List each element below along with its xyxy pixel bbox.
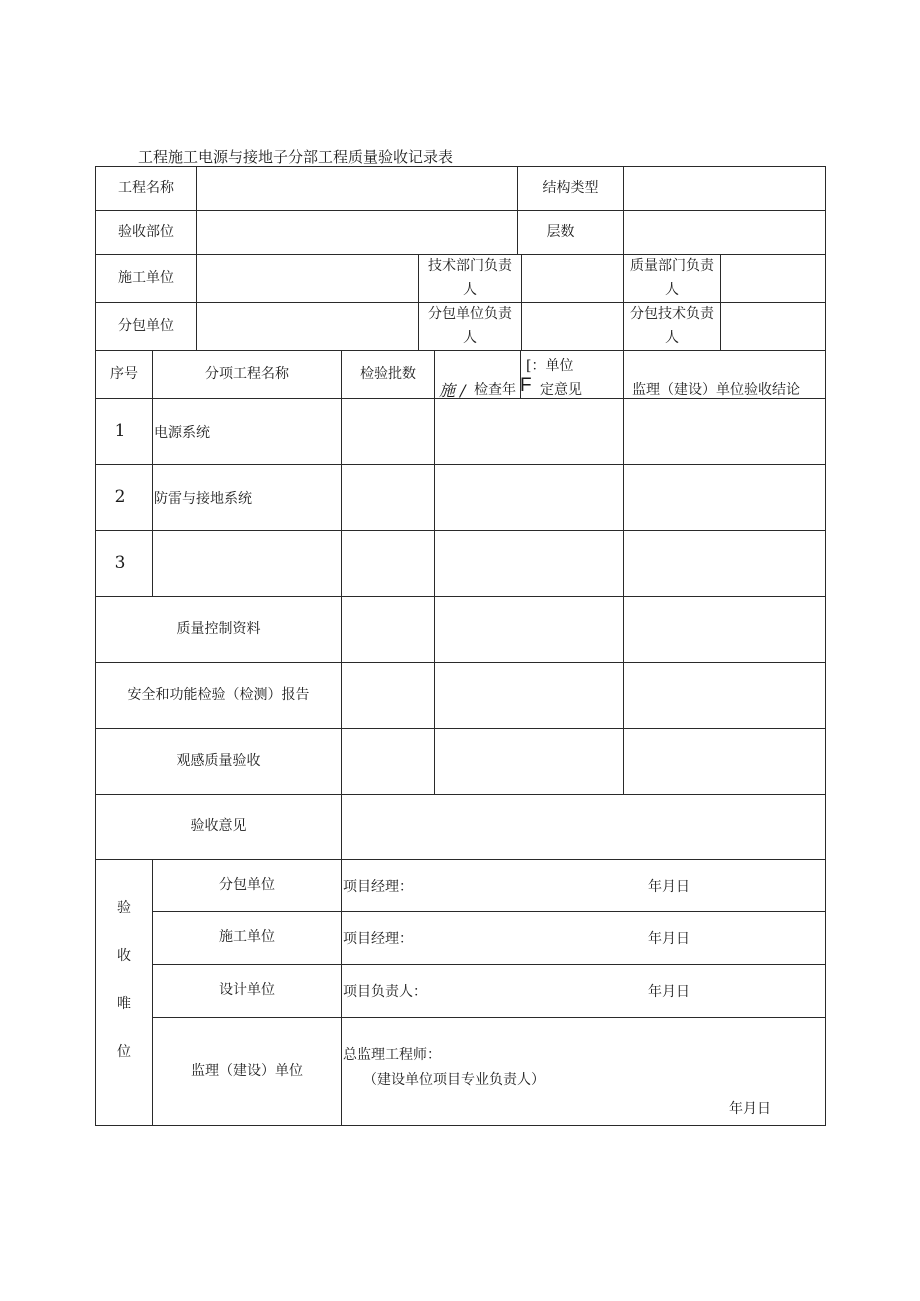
page-title: 工程施工电源与接地子分部工程质量验收记录表 [138, 148, 454, 166]
supervision-date: 年月日 [729, 1101, 771, 1117]
floors-label: 层数 [546, 223, 575, 240]
col-construction-check-bottom: 定意见 [540, 382, 582, 398]
subcontract-tech-head-value[interactable] [721, 303, 825, 350]
quality-control-label: 质量控制资料 [176, 620, 261, 637]
item-seq-1: 1 [114, 421, 126, 442]
acceptance-opinion-value[interactable] [342, 795, 825, 859]
safety-function-label: 安全和功能检验（检测）报告 [127, 686, 310, 703]
construction-signer: 项目经理： [343, 931, 413, 947]
construction-unit-label: 施工单位 [118, 269, 174, 286]
item-seq-3: 3 [114, 553, 126, 574]
project-name-label: 工程名称 [118, 179, 174, 196]
tech-dept-head-label: 技术部门负责 人 [428, 257, 512, 298]
structure-type-value[interactable] [624, 167, 825, 210]
construction-unit-row-label: 施工单位 [219, 929, 275, 946]
acceptance-part-label: 验收部位 [118, 223, 174, 240]
subcontract-unit-head-value[interactable] [522, 303, 623, 350]
col-construction-check-b: 检查年 [474, 382, 516, 398]
subcontract-unit-label: 分包单位 [118, 317, 174, 334]
subcontract-unit-head-label: 分包单位负责 人 [428, 305, 512, 346]
acceptance-opinion-label: 验收意见 [190, 818, 247, 835]
structure-type-label: 结构类型 [542, 179, 599, 196]
design-signer: 项目负责人： [343, 984, 427, 1000]
project-name-value[interactable] [197, 167, 517, 210]
acceptance-part-value[interactable] [197, 211, 517, 254]
tech-dept-head-value[interactable] [522, 255, 623, 302]
subcontract-date: 年月日 [648, 878, 690, 895]
subcontract-tech-head-label: 分包技术负责 人 [630, 305, 714, 346]
design-unit-row-label: 设计单位 [219, 982, 275, 999]
item-name-2: 防雷与接地系统 [154, 490, 252, 507]
item-name-3 [154, 531, 340, 596]
item-seq-2: 2 [114, 487, 126, 508]
col-construction-check-a: 施 / [439, 381, 466, 400]
design-date: 年月日 [648, 984, 690, 1000]
supervision-signer: 总监理工程师： [343, 1047, 441, 1063]
quality-dept-head-value[interactable] [721, 255, 825, 302]
appearance-quality-label: 观感质量验收 [176, 752, 261, 769]
item-name-1: 电源系统 [154, 424, 210, 441]
subcontract-signer: 项目经理： [343, 878, 413, 895]
construction-unit-value[interactable] [197, 255, 418, 302]
subcontract-unit-value[interactable] [197, 303, 418, 350]
supervision-unit-row-label: 监理（建设）单位 [191, 1062, 303, 1079]
subcontract-unit-row-label: 分包单位 [219, 876, 275, 893]
col-item-name: 分项工程名称 [205, 365, 289, 382]
col-supervision-conclusion: 监理（建设）单位验收结论 [632, 382, 800, 398]
col-construction-check-f: F [520, 375, 532, 396]
col-batch-count: 检验批数 [360, 365, 416, 382]
floors-value[interactable] [624, 211, 825, 254]
col-seq: 序号 [110, 365, 138, 382]
supervision-signer-note: （建设单位项目专业负责人） [363, 1072, 545, 1088]
construction-date: 年月日 [648, 931, 690, 947]
quality-dept-head-label: 质量部门负责 人 [630, 257, 714, 298]
col-construction-check-top: [：单位 [526, 358, 574, 374]
